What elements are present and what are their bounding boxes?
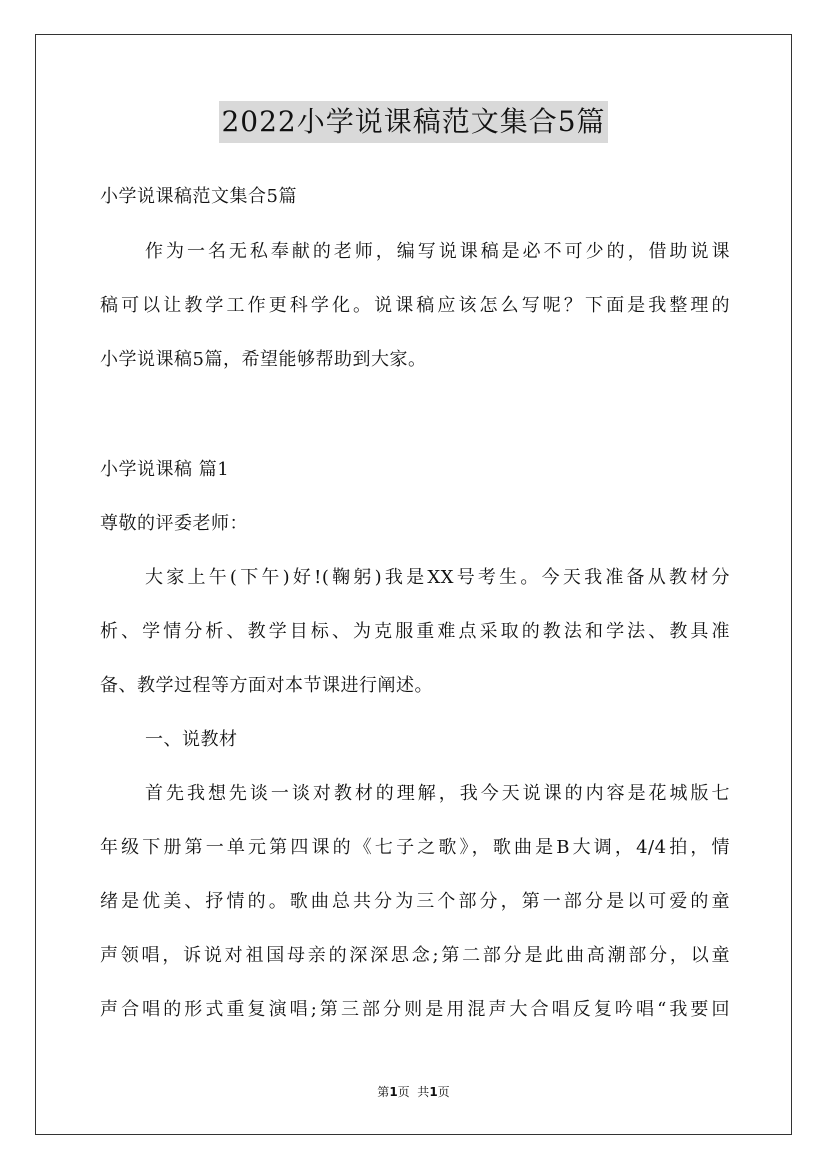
salutation: 尊敬的评委老师： [100,513,248,534]
footer-prefix: 第 [377,1085,390,1099]
para2-line-4: 声领唱，诉说对祖国母亲的深深思念;第二部分是此曲高潮部分，以童 [100,945,730,966]
para1-line-3: 备、教学过程等方面对本节课进行阐述。 [100,675,433,696]
footer-mid: 页 共 [397,1085,430,1099]
section-heading: 小学说课稿 篇1 [100,459,230,480]
para2-line-3: 绪是优美、抒情的。歌曲总共分为三个部分，第一部分是以可爱的童 [100,891,730,912]
subtitle: 小学说课稿范文集合5篇 [100,186,297,207]
para2-line-5: 声合唱的形式重复演唱;第三部分则是用混声大合唱反复吟唱“我要回 [100,999,730,1020]
document-title: 2022小学说课稿范文集合5篇 [219,101,607,143]
para1-line-2: 析、学情分析、教学目标、为克服重难点采取的教法和学法、教具准 [100,621,730,642]
subheading: 一、说教材 [145,729,238,750]
footer-suffix: 页 [437,1085,450,1099]
intro-line-1: 作为一名无私奉献的老师，编写说课稿是必不可少的，借助说课 [145,241,730,262]
intro-line-2: 稿可以让教学工作更科学化。说课稿应该怎么写呢？下面是我整理的 [100,295,730,316]
document-title-wrap [0,101,827,143]
intro-line-3: 小学说课稿5篇，希望能够帮助到大家。 [100,349,427,370]
para2-line-2: 年级下册第一单元第四课的《七子之歌》，歌曲是B大调，4/4拍，情 [100,837,730,858]
footer-page-number: 1 [389,1085,398,1099]
para1-line-1: 大家上午(下午)好!(鞠躬)我是XX号考生。今天我准备从教材分 [145,567,730,588]
footer-total-pages: 1 [429,1085,438,1099]
para2-line-1: 首先我想先谈一谈对教材的理解，我今天说课的内容是花城版七 [145,783,730,804]
page-footer [0,1083,827,1100]
